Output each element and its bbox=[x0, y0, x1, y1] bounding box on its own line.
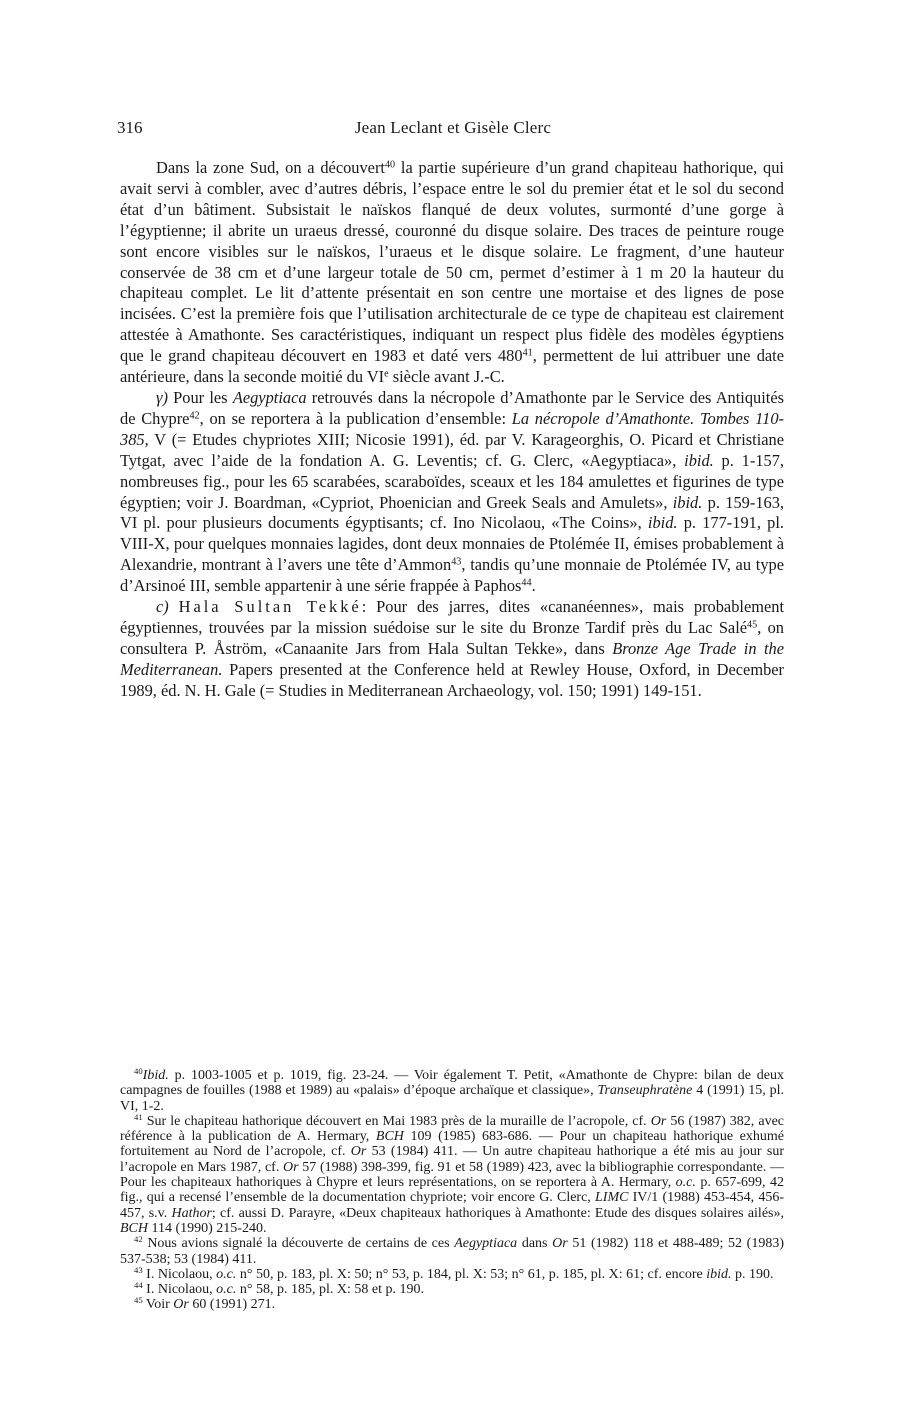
paragraph-zone-sud bbox=[120, 158, 784, 388]
italic-text: ibid. bbox=[647, 513, 678, 533]
text: V (= Etudes chypriotes XIII; Nicosie 1991), éd. par V. Karageorghis, O. Picard et Christiane Tytgat, avec l’aide de la fondation A. G. Leventis; cf. G. Clerc, «Aegyptiaca», bbox=[120, 429, 784, 470]
page-number: 316 bbox=[117, 118, 143, 137]
text: siècle avant J.-C. bbox=[388, 367, 505, 387]
footnote-ref-44[interactable]: 44 bbox=[521, 577, 532, 589]
footnote-43 bbox=[120, 1267, 784, 1282]
text: Voir bbox=[142, 1297, 174, 1313]
text: 51 (1982) 118 et 488-489; 52 (1983) 537-538; 53 (1984) 411. bbox=[120, 1236, 784, 1267]
main-text bbox=[120, 158, 784, 702]
footnote-number: 43 bbox=[134, 1265, 143, 1276]
text: p. 657-699, 42 fig., qui a recensé l’ensemble de la documentation chypriote; voir encore G. Clerc, bbox=[120, 1175, 784, 1206]
text: p. 1-157, nombreuses fig., pour les 65 scarabées, scaraboïdes, sceaux et les 184 amulettes et figurines de type égyptien; voir J. Boardman, «Cypriot, Phoenician and Greek Seals and Amulets», bbox=[120, 450, 784, 512]
italic-text: Or bbox=[650, 1113, 667, 1129]
text: 57 (1988) 398-399, fig. 91 et 58 (1989) 423, avec la bibliographie correspondante. — Pour les chapiteaux hathoriques à Chypre et leurs représentations, on se reportera à A. Hermary, bbox=[120, 1159, 784, 1191]
text: Pour les bbox=[167, 387, 233, 407]
italic-text: ibid. bbox=[672, 492, 703, 512]
footnote-number: 45 bbox=[134, 1295, 143, 1306]
text: p. 190. bbox=[731, 1266, 774, 1282]
footnote-ref-42[interactable]: 42 bbox=[189, 410, 200, 422]
paragraph-aegyptiaca bbox=[120, 388, 784, 597]
text: . bbox=[531, 576, 536, 596]
text: retrouvés dans la nécropole d’Amathonte par le Service des Antiquités de Chypre bbox=[120, 387, 785, 428]
text: Nous avions signalé la découverte de certains de ces bbox=[142, 1236, 455, 1252]
text: p. 177-191, pl. VIII-X, pour quelques monnaies lagides, dont deux monnaies de Ptolémée II, émises probablement à Alexandrie, montrant à l’avers une tête d’Ammon bbox=[120, 513, 784, 575]
text: ; cf. aussi D. Parayre, «Deux chapiteaux hathoriques à Amathonte: Etude des disques solaires ailés», bbox=[211, 1205, 784, 1221]
italic-text: o.c. bbox=[675, 1175, 696, 1191]
text: 60 (1991) 271. bbox=[188, 1297, 276, 1313]
text: p. 159-163, VI pl. pour plusieurs documents égyptisants; cf. Ino Nicolaou, «The Coins», bbox=[120, 492, 784, 533]
footnote-number: 42 bbox=[134, 1234, 143, 1245]
text: , on consultera P. Åström, «Canaanite Jars from Hala Sultan Tekke», dans bbox=[120, 617, 784, 658]
footnote-45 bbox=[120, 1297, 784, 1312]
text: : Pour des jarres, dites «cananéennes», mais probablement égyptiennes, trouvées par la mission suédoise sur le site du Bronze Tardif près du Lac Salé bbox=[120, 597, 784, 637]
text: n° 50, p. 183, pl. X: 50; n° 53, p. 184, pl. X: 53; n° 61, p. 185, pl. X: 61; cf. encore bbox=[236, 1266, 707, 1282]
footnote-number: 40 bbox=[134, 1066, 143, 1077]
italic-text: BCH bbox=[375, 1129, 404, 1145]
footnote-ref-43[interactable]: 43 bbox=[451, 556, 462, 568]
italic-text: Or bbox=[350, 1144, 367, 1160]
footnote-ref-41[interactable]: 41 bbox=[522, 347, 533, 359]
footnote-42 bbox=[120, 1236, 784, 1267]
footnote-ref-40[interactable]: 40 bbox=[384, 159, 396, 171]
text: 53 (1984) 411. — Un autre chapiteau hathorique a été mis au jour sur l’acropole en Mars 1987, cf. bbox=[120, 1144, 784, 1175]
text: 4 (1991) 15, pl. VI, 1-2. bbox=[120, 1083, 784, 1114]
italic-text: BCH bbox=[120, 1220, 148, 1236]
italic-text: Transeuphratène bbox=[597, 1083, 693, 1099]
italic-text: Aegyptiaca bbox=[232, 387, 307, 407]
italic-text: Ibid. bbox=[142, 1068, 169, 1083]
site-name: Hala Sultan Tekké bbox=[178, 597, 362, 617]
italic-text: o.c. bbox=[216, 1282, 237, 1298]
italic-text: Or bbox=[552, 1236, 568, 1252]
footnote-number: 44 bbox=[134, 1280, 143, 1291]
running-title: Jean Leclant et Gisèle Clerc bbox=[354, 118, 552, 137]
text: p. 1003-1005 et p. 1019, fig. 23-24. — Voir également T. Petit, «Amathonte de Chypre: bilan de deux campagnes de fouilles (1988 et 1989) au «palais» d’époque archaïque et classique», bbox=[120, 1068, 784, 1099]
italic-text: LIMC bbox=[595, 1190, 629, 1206]
italic-text: Aegyptiaca bbox=[454, 1236, 518, 1252]
italic-text: Or bbox=[173, 1297, 189, 1313]
text: n° 58, p. 185, pl. X: 58 et p. 190. bbox=[236, 1282, 424, 1298]
text: I. Nicolaou, bbox=[142, 1266, 217, 1282]
section-label: γ) bbox=[156, 387, 168, 407]
text: , tandis qu’une monnaie de Ptolémée IV, au type d’Arsinoé III, semble appartenir à une série frappée à Paphos bbox=[120, 555, 785, 596]
footnote-44 bbox=[120, 1282, 784, 1297]
footnote-41 bbox=[120, 1114, 784, 1236]
text: la partie supérieure d’un grand chapiteau hathorique, qui avait servi à combler, avec d’autres débris, l’espace entre le sol du premier état et le sol du second état d’un bâtiment. Subsistait le naïskos flanqué de deux volutes, surmonté d’une gorge à l’égyptienne; il abrite un uraeus dressé, couronné du disque solaire. Des traces de peinture rouge sont encore visibles sur le naïskos, l’uraeus et le disque solaire. Le fragment, d’une hauteur conservée de 38 cm et d’une largeur totale de 50 cm, permet d’estimer à 1 m 20 la hauteur du chapiteau complet. Le lit d’attente présentait en son centre une mortaise et des lignes de pose incisées. C’est la première fois que l’utilisation architecturale de ce type de chapiteau est clairement attestée à Amathonte. Ses caractéristiques, indiquant un respect plus fidèle des modèles égyptiens que le grand chapiteau découvert en 1983 et daté vers 480 bbox=[120, 158, 784, 366]
text: I. Nicolaou, bbox=[142, 1282, 217, 1298]
superscript-e: e bbox=[384, 368, 389, 380]
italic-text: Or bbox=[283, 1159, 299, 1175]
text: , permettent de lui attribuer une date antérieure, dans la seconde moitié du VI bbox=[120, 346, 784, 387]
text: IV/1 (1988) 453-454, 456-457, s.v. bbox=[120, 1190, 784, 1221]
text: , on se reportera à la publication d’ensemble: bbox=[199, 408, 512, 428]
text: 56 (1987) 382, avec référence à la publication de A. Hermary, bbox=[120, 1113, 785, 1145]
footnote-number: 41 bbox=[134, 1112, 143, 1123]
paragraph-hala-sultan-tekke bbox=[120, 597, 784, 702]
text: dans bbox=[517, 1236, 553, 1252]
text: Dans la zone Sud, on a découvert bbox=[156, 158, 385, 177]
italic-text: o.c. bbox=[216, 1266, 237, 1282]
footnote-40 bbox=[120, 1068, 784, 1114]
italic-text: La nécropole d’Amathonte. Tombes 110-385, bbox=[120, 408, 784, 449]
section-label: c) bbox=[156, 597, 169, 617]
footnote-ref-45[interactable]: 45 bbox=[747, 619, 758, 631]
italic-text: Hathor bbox=[171, 1205, 212, 1221]
text: 114 (1990) 215-240. bbox=[148, 1220, 267, 1236]
text: 109 (1985) 683-686. — Pour un chapiteau hathorique exhumé fortuitement au Nord de l’acropole, cf. bbox=[120, 1129, 784, 1160]
italic-text: Bronze Age Trade in the Mediterranean. bbox=[120, 638, 784, 679]
text: Sur le chapiteau hathorique découvert en Mai 1983 près de la muraille de l’acropole, cf. bbox=[142, 1113, 651, 1129]
footnotes bbox=[120, 1068, 784, 1313]
text: Papers presented at the Conference held at Rewley House, Oxford, in December 1989, éd. N. H. Gale (= Studies in Mediterranean Archaeology, vol. 150; 1991) 149-151. bbox=[120, 659, 784, 700]
italic-text: ibid. bbox=[684, 450, 714, 470]
italic-text: ibid. bbox=[706, 1266, 732, 1282]
